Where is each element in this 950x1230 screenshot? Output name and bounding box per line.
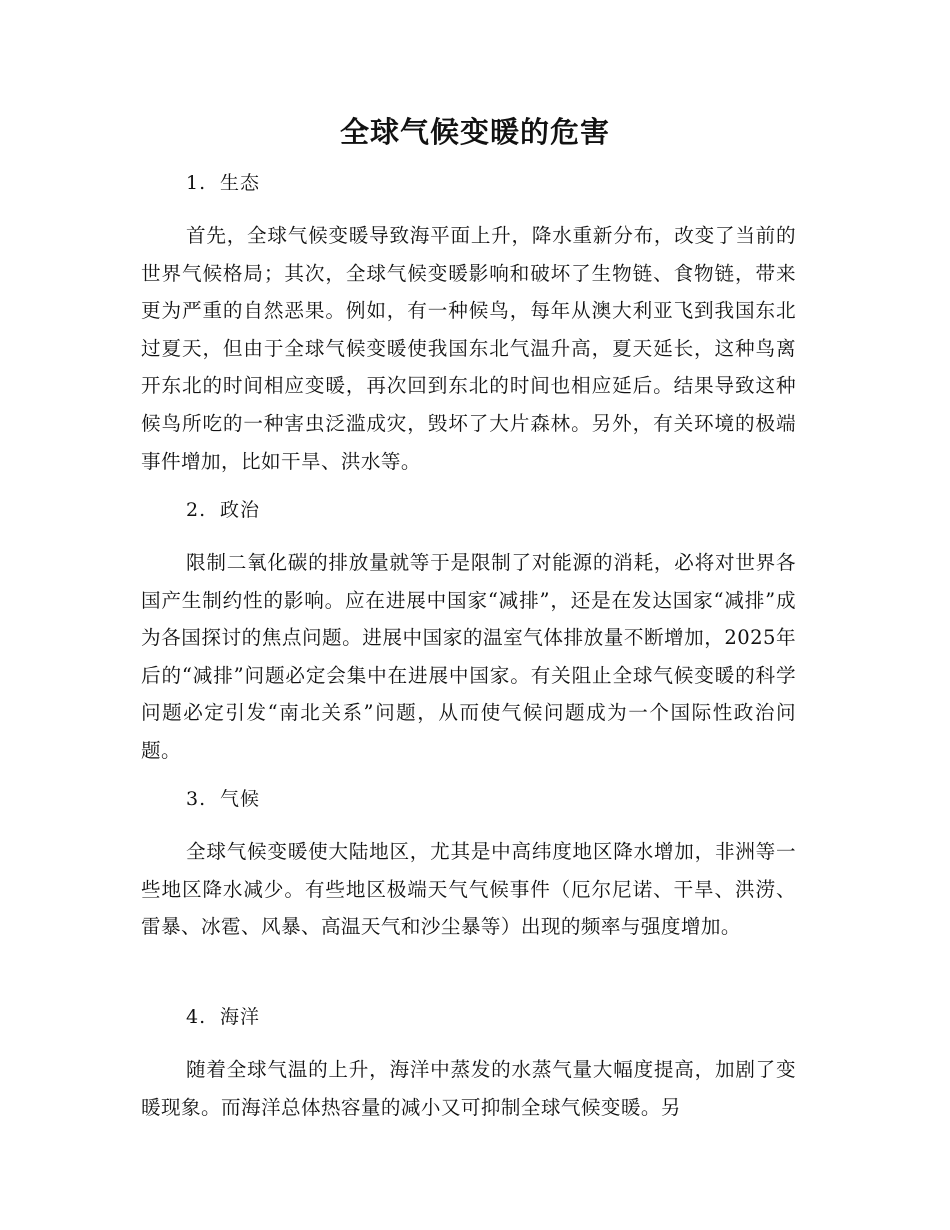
section-paragraph-climate: 全球气候变暖使大陆地区，尤其是中高纬度地区降水增加，非洲等一些地区降水减少。有些地区极端天气气候事件（厄尔尼诺、干旱、洪涝、雷暴、冰雹、风暴、高温天气和沙尘暴等）出现的频率与强度增加。	[141, 840, 796, 939]
section-heading-text: 生态	[220, 172, 261, 194]
section-heading-ocean	[186, 1002, 260, 1032]
section-number: 1.	[186, 172, 207, 194]
section-heading-text: 政治	[220, 499, 261, 521]
section-number: 4.	[186, 1006, 207, 1028]
section-paragraph-politics: 限制二氧化碳的排放量就等于是限制了对能源的消耗，必将对世界各国产生制约性的影响。应在进展中国家“减排”，还是在发达国家“减排”成为各国探讨的焦点问题。进展中国家的温室气体排放量不断增加，2025年后的“减排”问题必定会集中在进展中国家。有关阻止全球气候变暖的科学问题必定引发“南北关系”问题，从而使气候问题成为一个国际性政治问题。	[141, 551, 796, 762]
section-paragraph-ocean: 随着全球气温的上升，海洋中蒸发的水蒸气量大幅度提高，加剧了变暖现象。而海洋总体热容量的减小又可抑制全球气候变暖。另	[141, 1058, 796, 1119]
section-number: 2.	[186, 499, 207, 521]
section-heading-politics	[186, 495, 260, 525]
page-title: 全球气候变暖的危害	[339, 115, 610, 149]
section-heading-text: 气候	[220, 788, 261, 810]
section-heading-text: 海洋	[220, 1006, 261, 1028]
section-heading-climate	[186, 784, 260, 814]
section-heading-ecology	[186, 168, 260, 198]
section-paragraph-ecology: 首先，全球气候变暖导致海平面上升，降水重新分布，改变了当前的世界气候格局；其次，全球气候变暖影响和破坏了生物链、食物链，带来更为严重的自然恶果。例如，有一种候鸟，每年从澳大利亚飞到我国东北过夏天，但由于全球气候变暖使我国东北气温升高，夏天延长，这种鸟离开东北的时间相应变暖，再次回到东北的时间也相应延后。结果导致这种候鸟所吃的一种害虫泛滥成灾，毁坏了大片森林。另外，有关环境的极端事件增加，比如干旱、洪水等。	[141, 224, 796, 473]
section-number: 3.	[186, 788, 207, 810]
